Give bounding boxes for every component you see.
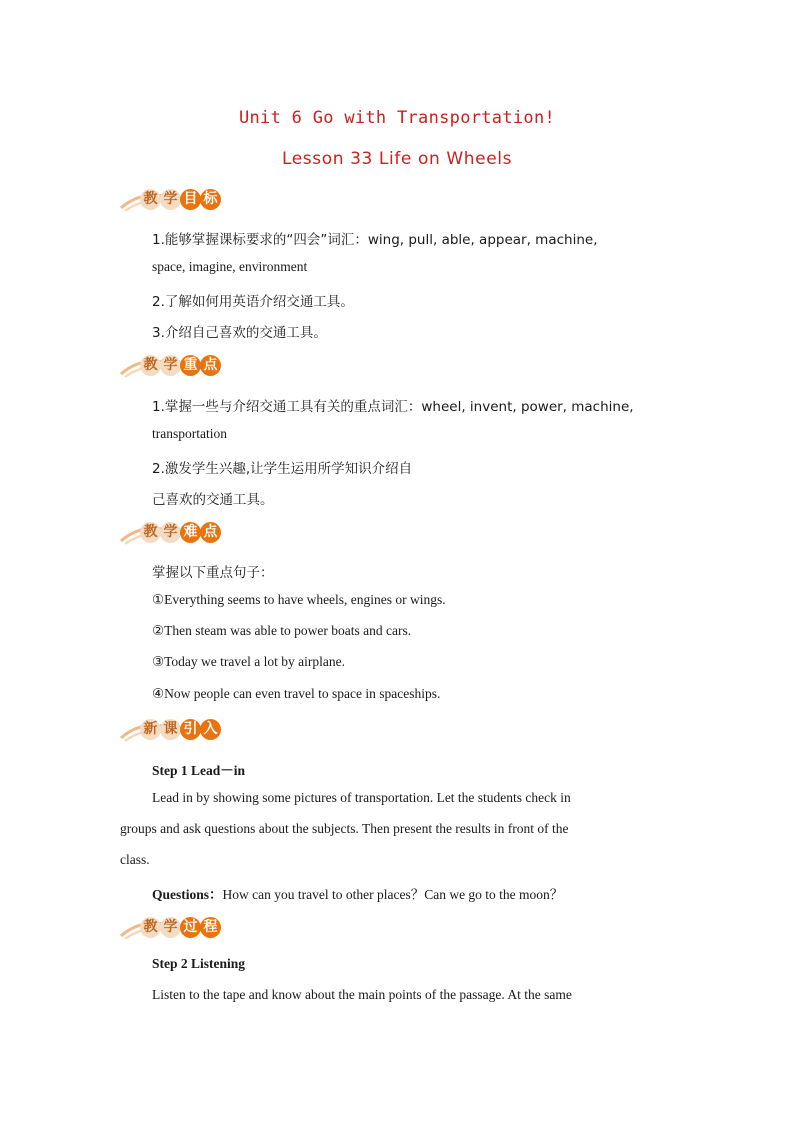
page-title: Unit 6 Go with Transportation! bbox=[238, 108, 556, 128]
section-badge-difficulties bbox=[119, 519, 259, 547]
badge-char: 教 bbox=[140, 189, 161, 210]
badge-char: 学 bbox=[160, 355, 181, 376]
objective-line: 3.介绍自己喜欢的交通工具。 bbox=[152, 325, 327, 341]
objective-line: 1.能够掌握课标要求的“四会”词汇：wing, pull, able, appear, machine, bbox=[152, 232, 598, 248]
difficulty-sentence: ③Today we travel a lot by airplane. bbox=[152, 654, 345, 669]
badge-char: 程 bbox=[200, 917, 221, 938]
badge-char: 课 bbox=[160, 719, 181, 740]
badge-char: 引 bbox=[180, 719, 201, 740]
badge-char: 重 bbox=[180, 355, 201, 376]
section-badge-key-points bbox=[119, 352, 259, 380]
badge-char: 学 bbox=[160, 917, 181, 938]
badge-char: 入 bbox=[200, 719, 221, 740]
badge-char: 教 bbox=[140, 917, 161, 938]
badge-char: 过 bbox=[180, 917, 201, 938]
section-badge-process bbox=[119, 914, 259, 942]
questions-label: Questions： bbox=[152, 887, 223, 902]
key-point-line: 1.掌握一些与介绍交通工具有关的重点词汇：wheel, invent, power, machine, bbox=[152, 399, 634, 415]
badge-char: 目 bbox=[180, 189, 201, 210]
paragraph-line: groups and ask questions about the subjects. Then present the results in front of the bbox=[120, 821, 569, 836]
key-point-line: 己喜欢的交通工具。 bbox=[152, 492, 274, 508]
questions-text: How can you travel to other places？Can we go to the moon？ bbox=[222, 887, 564, 902]
step-heading: Step 2 Listening bbox=[152, 956, 246, 971]
badge-char: 点 bbox=[200, 522, 221, 543]
lesson-title: Lesson 33 Life on Wheels bbox=[281, 149, 513, 169]
badge-char: 学 bbox=[160, 189, 181, 210]
objective-line: space, imagine, environment bbox=[152, 259, 308, 274]
difficulty-sentence: ①Everything seems to have wheels, engines or wings. bbox=[152, 592, 446, 607]
key-point-line: transportation bbox=[152, 426, 227, 441]
objective-line: 2.了解如何用英语介绍交通工具。 bbox=[152, 294, 354, 310]
difficulty-sentence: ②Then steam was able to power boats and cars. bbox=[152, 623, 412, 638]
paragraph-line: Lead in by showing some pictures of transportation. Let the students check in bbox=[152, 790, 571, 805]
badge-char: 学 bbox=[160, 522, 181, 543]
questions-line bbox=[152, 883, 563, 903]
paragraph-line: class. bbox=[120, 852, 150, 867]
paragraph-line: Listen to the tape and know about the main points of the passage. At the same bbox=[152, 987, 572, 1002]
key-point-line: 2.激发学生兴趣,让学生运用所学知识介绍自 bbox=[152, 461, 413, 477]
difficulty-intro: 掌握以下重点句子： bbox=[152, 565, 274, 581]
section-badge-objectives bbox=[119, 186, 259, 214]
badge-char: 标 bbox=[200, 189, 221, 210]
badge-char: 教 bbox=[140, 355, 161, 376]
badge-char: 新 bbox=[140, 719, 161, 740]
difficulty-sentence: ④Now people can even travel to space in spaceships. bbox=[152, 686, 441, 701]
step-heading: Step 1 Lead－in bbox=[152, 763, 246, 778]
badge-char: 点 bbox=[200, 355, 221, 376]
section-badge-lead-in bbox=[119, 716, 259, 744]
badge-char: 难 bbox=[180, 522, 201, 543]
badge-char: 教 bbox=[140, 522, 161, 543]
